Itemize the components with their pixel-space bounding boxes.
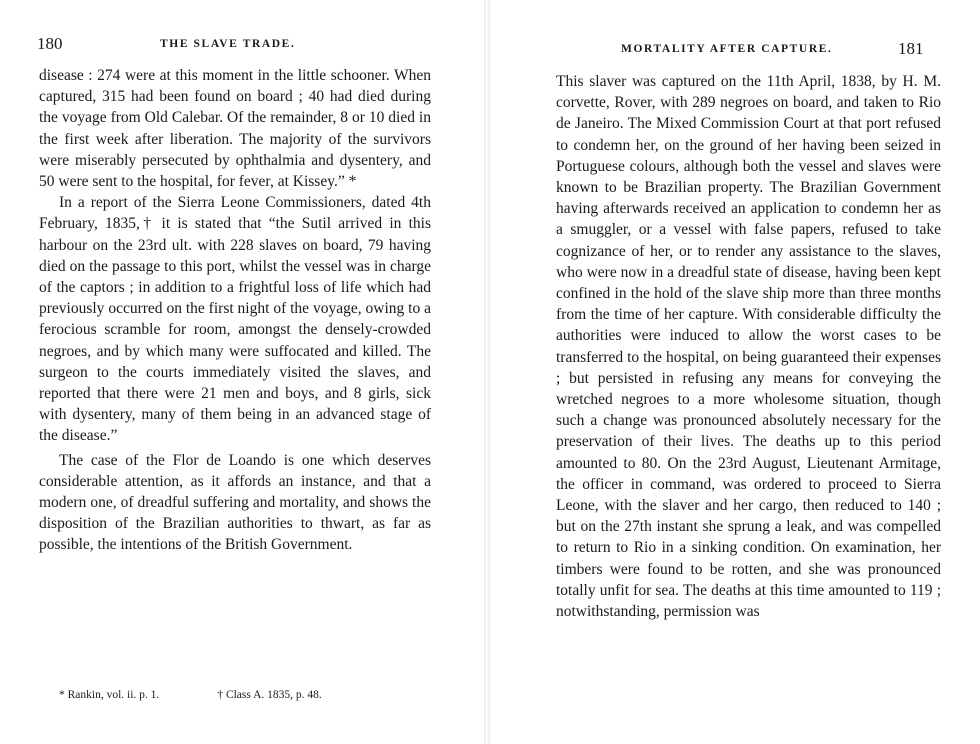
running-head-left: THE SLAVE TRADE. [160, 38, 296, 50]
left-body-text [39, 65, 431, 556]
left-page [0, 0, 485, 744]
paragraph: disease : 274 were at this moment in the little schooner. When captured, 315 had been found on board ; 40 had died during the voyage from Old Calebar. Of the remainder, 8 or 10 died in the first week after liberation. The majority of the survivors were miserably persecuted by ophthalmia and dysentery, and 50 were sent to the hospital, for fever, at Kissey.” * [39, 67, 431, 191]
page-number-right: 181 [898, 39, 924, 58]
running-head-right: MORTALITY AFTER CAPTURE. [621, 43, 833, 55]
footnote: * Rankin, vol. ii. p. 1. [59, 689, 160, 701]
paragraph: The case of the Flor de Loando is one which deserves considerable attention, as it affords an instance, and that a modern one, of dreadful suffering and mortality, and shows the disposition of the Brazilian authorities to thwart, as far as possible, the intentions of the British Government. [39, 451, 431, 554]
footnotes [59, 689, 322, 701]
paragraph: This slaver was captured on the 11th April, 1838, by H. M. corvette, Rover, with 289 negroes on board, and taken to Rio de Janeiro. The Mixed Commission Court at that port refused to condemn her, on the ground of her having been seized in Portuguese colours, although both the vessel and slaves were known to be Brazilian property. The Brazilian Government having afterwards received an application to condemn her as a smuggler, or a vessel with false papers, refused to take cognizance of her, or to render any assistance to the slaves, who were now in a dreadful state of disease, having been kept confined in the hold of the slave ship more than three months from the time of her capture. With considerable difficulty the authorities were induced to allow the worst cases to be transferred to the hospital, on being guaranteed their expenses ; but persisted in refusing any means for conveying the wretched negroes to a more wholesome situation, though such a change was pronounced absolutely necessary for the preservation of their lives. The deaths up to this period amounted to 80. On the 23rd August, Lieutenant Armitage, the officer in command, was ordered to proceed to Sierra Leone, with the slaver and her cargo, then reduced to 140 ; but on the 27th instant she sprung a leak, and was compelled to return to Rio in a sinking condition. On examination, her timbers were found to be rotten, and she was pronounced totally unfit for sea. The deaths at this time amounted to 119 ; notwithstanding, permission was [556, 73, 941, 621]
footnote: † Class A. 1835, p. 48. [217, 689, 322, 701]
paragraph: In a report of the Sierra Leone Commissioners, dated 4th February, 1835,† it is stated that “the Sutil arrived in this harbour on the 23rd ult. with 228 slaves on board, 79 having died on the passage to this port, whilst the vessel was in charge of the captors ; in addition to a frightful loss of life which had previously occurred on the first night of the voyage, owing to a ferocious scramble for room, amongst the densely-crowded negroes, and by which many were suffocated and killed. The surgeon to the courts immediately visited the slaves, and reported that there were 21 men and boys, and 8 girls, sick with dysentery, many of them being in an advanced stage of the disease.” [39, 194, 431, 445]
right-body-text [556, 71, 941, 622]
right-page [490, 0, 980, 744]
page-number-left: 180 [37, 34, 63, 53]
